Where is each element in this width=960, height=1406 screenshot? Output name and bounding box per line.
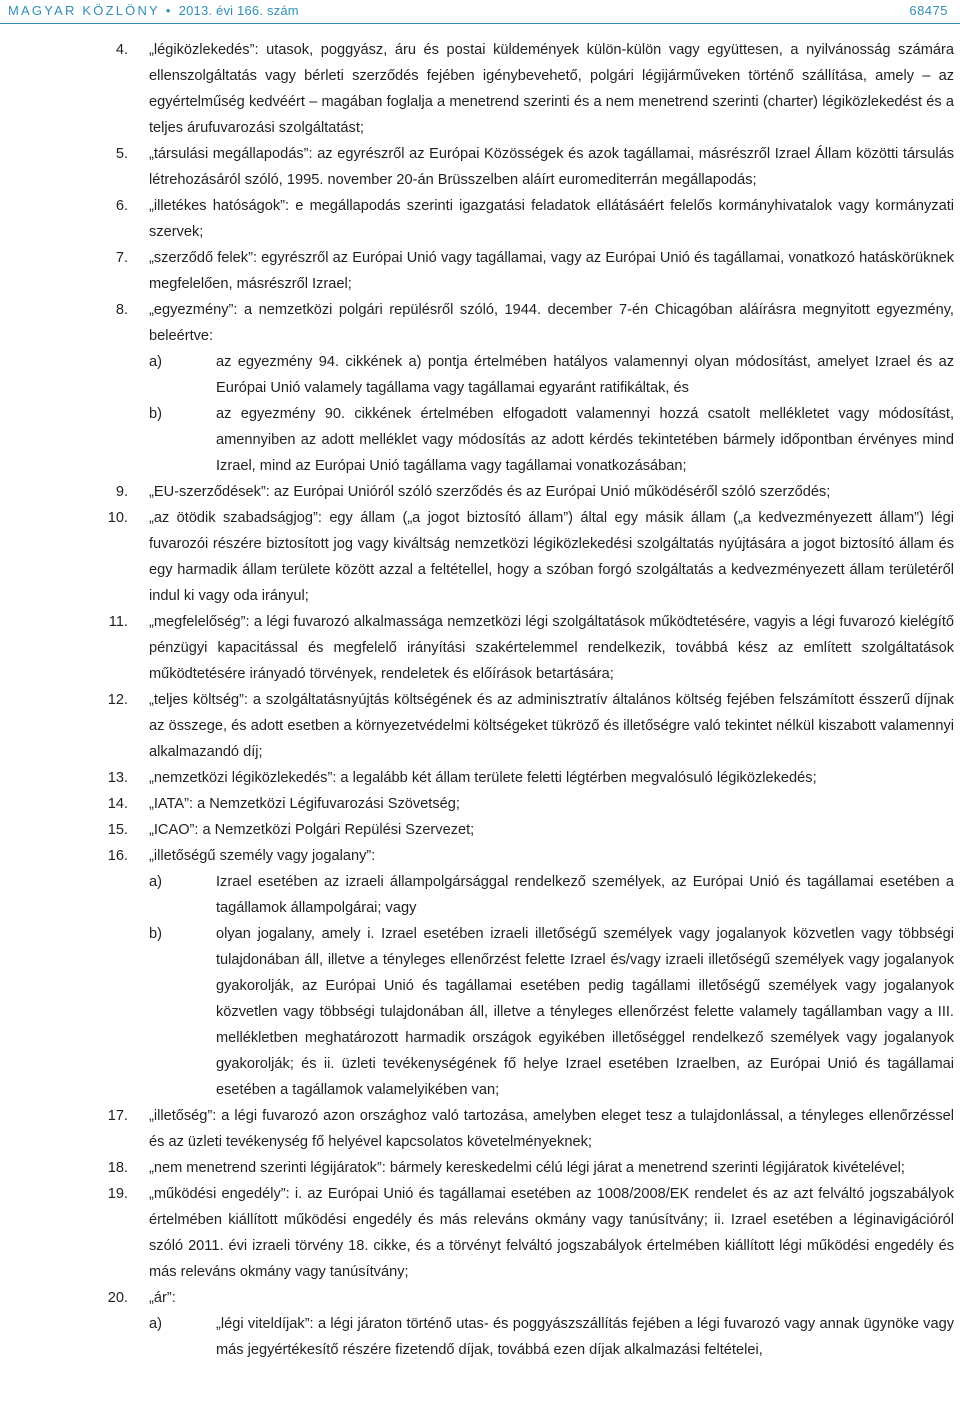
sub-item — [149, 869, 954, 921]
document-body — [0, 37, 960, 1363]
item-text: „megfelelőség”: a légi fuvarozó alkalmassága nemzetközi légi szolgáltatások működtetésére, vagyis a légi fuvarozó kielégítő pénzügyi kapacitással és megfelelő irányítási szakértelemmel rendelkezik, továbbá kész az említett szolgáltatások működtetésére irányadó törvények, rendeletek és előírások betartására; — [149, 614, 954, 682]
item-number: 7. — [115, 250, 128, 266]
definition-item — [0, 1103, 960, 1155]
item-number: 9. — [115, 484, 128, 500]
item-number: 10. — [107, 510, 128, 526]
definition-item — [0, 687, 960, 765]
item-number: 20. — [107, 1290, 128, 1306]
issue-label: 2013. évi 166. szám — [178, 3, 299, 18]
item-text: „légiközlekedés”: utasok, poggyász, áru és postai küldemények külön-külön vagy együttesen, a nyilvánosság számára ellenszolgáltatás vagy bérleti szerződés fejében igénybevehető, polgári légijárműveken történő szállítása, amely – az egyértelműség kedvéért – magában foglalja a menetrend szerinti és a nem menetrend szerinti (charter) légiközlekedést és a teljes árufuvarozási szolgáltatást; — [149, 42, 954, 136]
item-text: „nem menetrend szerinti légijáratok”: bármely kereskedelmi célú légi járat a menetrend szerinti légijáratok kivételével; — [149, 1160, 905, 1176]
sub-item-text: Izrael esetében az izraeli állampolgársággal rendelkező személyek, az Európai Unió és tagállamai esetében a tagállamok állampolgárai; vagy — [216, 874, 954, 916]
item-number: 6. — [115, 198, 128, 214]
definition-item — [0, 1155, 960, 1181]
item-number: 17. — [107, 1108, 128, 1124]
definition-item — [0, 297, 960, 479]
page-number: 68475 — [909, 3, 948, 18]
item-text: „ár”: — [149, 1290, 176, 1306]
item-text: „IATA”: a Nemzetközi Légifuvarozási Szövetség; — [149, 796, 460, 812]
sub-item-label: b) — [149, 926, 162, 942]
page-header — [0, 0, 960, 30]
item-number: 19. — [107, 1186, 128, 1202]
definition-item — [0, 505, 960, 609]
item-number: 8. — [115, 302, 128, 318]
definition-item — [0, 193, 960, 245]
sub-item — [149, 1311, 954, 1363]
sub-item-label: b) — [149, 406, 162, 422]
header-rule — [0, 23, 960, 24]
item-text: „szerződő felek”: egyrészről az Európai Unió vagy tagállamai, vagy az Európai Unió és tagállamai, vonatkozó hatáskörüknek megfelelően, másrészről Izrael; — [149, 250, 954, 292]
item-number: 18. — [107, 1160, 128, 1176]
item-text: „társulási megállapodás”: az egyrészről az Európai Közösségek és azok tagállamai, másrészről Izrael Állam közötti társulás létrehozásáról szóló, 1995. november 20-án Brüsszelben aláírt euromediterrán megállapodás; — [149, 146, 954, 188]
item-number: 14. — [107, 796, 128, 812]
item-text: „egyezmény”: a nemzetközi polgári repülésről szóló, 1944. december 7-én Chicagóban aláírásra megnyitott egyezmény, beleértve: — [149, 302, 954, 344]
item-text: „illetékes hatóságok”: e megállapodás szerinti igazgatási feladatok ellátásáért felelős kormányhivatalok vagy kormányzati szervek; — [149, 198, 954, 240]
sub-item-text: olyan jogalany, amely i. Izrael esetében izraeli illetőségű személyek vagy jogalanyok közvetlen vagy többségi tulajdonában áll, illetve a tényleges ellenőrzést felette Izrael és/vagy izraeli illetőségű személyek vagy jogalanyok gyakorolják, az Európai Unió és tagállamai esetében pedig tagállami illetőségű személyek vagy jogalanyok közvetlen vagy többségi tulajdonában áll, illetve a tényleges ellenőrzést felette valamely tagállamban vagy a III. mellékletben meghatározott harmadik országok egyikében illetőséggel rendelkező személyek vagy jogalanyok gyakorolják; és ii. üzleti tevékenységének fő helye Izrael esetében Izraelben, az Európai Unió és tagállamai esetében a tagállamok valamelyikében van; — [216, 926, 954, 1098]
item-number: 13. — [107, 770, 128, 786]
definition-item — [0, 1285, 960, 1363]
publication-title: MAGYAR KÖZLÖNY — [8, 3, 160, 18]
sub-item — [149, 921, 954, 1103]
item-number: 16. — [107, 848, 128, 864]
definition-item — [0, 843, 960, 1103]
definition-item — [0, 817, 960, 843]
definition-item — [0, 609, 960, 687]
item-text: „illetőség”: a légi fuvarozó azon országhoz való tartozása, amelyben eleget tesz a tulajdonlással, a tényleges ellenőrzéssel és az üzleti tevékenység fő helyével kapcsolatos követelményeknek; — [149, 1108, 954, 1150]
sub-item-text: az egyezmény 90. cikkének értelmében elfogadott valamennyi hozzá csatolt mellékletet vagy módosítást, amennyiben az adott melléklet vagy módosítás az adott kérdés tekintetében bármely időpontban érvényes mind Izrael, mind az Európai Unió tagállama vagy tagállamai vonatkozásában; — [216, 406, 954, 474]
definition-item — [0, 37, 960, 141]
definition-item — [0, 479, 960, 505]
item-number: 5. — [115, 146, 128, 162]
item-number: 12. — [107, 692, 128, 708]
definition-item — [0, 245, 960, 297]
sub-item-text: „légi viteldíjak”: a légi járaton történő utas- és poggyászszállítás fejében a légi fuvarozó vagy annak ügynöke vagy más jegyértékesítő részére fizetendő díjak, továbbá ezen díjak alkalmazási feltételei, — [216, 1316, 954, 1358]
sub-item-label: a) — [149, 874, 162, 890]
sub-item-label: a) — [149, 1316, 162, 1332]
definition-item — [0, 1181, 960, 1285]
item-text: „ICAO”: a Nemzetközi Polgári Repülési Szervezet; — [149, 822, 475, 838]
item-text: „teljes költség”: a szolgáltatásnyújtás költségének és az adminisztratív általános költség fejében felszámított ésszerű díjnak az összege, és adott esetben a környezetvédelmi költségeket tükröző és illetőségre való tekintet nélkül kiszabott valamennyi alkalmazandó díj; — [149, 692, 954, 760]
sub-item-text: az egyezmény 94. cikkének a) pontja értelmében hatályos valamennyi olyan módosítást, amelyet Izrael és az Európai Unió valamely tagállama vagy tagállamai egyaránt ratifikáltak, és — [216, 354, 954, 396]
item-text: „EU-szerződések”: az Európai Unióról szóló szerződés és az Európai Unió működéséről szóló szerződés; — [149, 484, 831, 500]
item-text: „működési engedély”: i. az Európai Unió és tagállamai esetében az 1008/2008/EK rendelet és az azt felváltó jogszabályok értelmében kiállított működési engedély és más releváns okmány vagy tanúsítvány; ii. Izrael esetében a léginavigációról szóló 2011. évi izraeli törvény 18. cikke, és a törvényt felváltó jogszabályok értelmében kiállított légi működési engedély és más releváns okmány vagy tanúsítvány; — [149, 1186, 954, 1280]
definition-item — [0, 791, 960, 817]
item-text: „nemzetközi légiközlekedés”: a legalább két állam területe feletti légtérben megvalósuló légiközlekedés; — [149, 770, 817, 786]
item-number: 11. — [108, 614, 128, 630]
sub-item — [149, 401, 954, 479]
header-separator: • — [165, 3, 173, 18]
item-text: „az ötödik szabadságjog”: egy állam („a jogot biztosító állam”) által egy másik állam („a kedvezményezett állam”) légi fuvarozói részére biztosított jog vagy kiváltság nemzetközi légiközlekedési szolgáltatás nyújtására a jogot biztosító állam és egy harmadik állam területe között azzal a feltétellel, hogy a szóban forgó szolgáltatás a kedvezményezett állam területéről indul ki vagy oda irányul; — [149, 510, 954, 604]
sub-item-label: a) — [149, 354, 162, 370]
item-number: 4. — [115, 42, 128, 58]
definition-item — [0, 141, 960, 193]
sub-item — [149, 349, 954, 401]
definition-item — [0, 765, 960, 791]
item-number: 15. — [107, 822, 128, 838]
item-text: „illetőségű személy vagy jogalany”: — [149, 848, 376, 864]
publication-header — [8, 3, 299, 18]
